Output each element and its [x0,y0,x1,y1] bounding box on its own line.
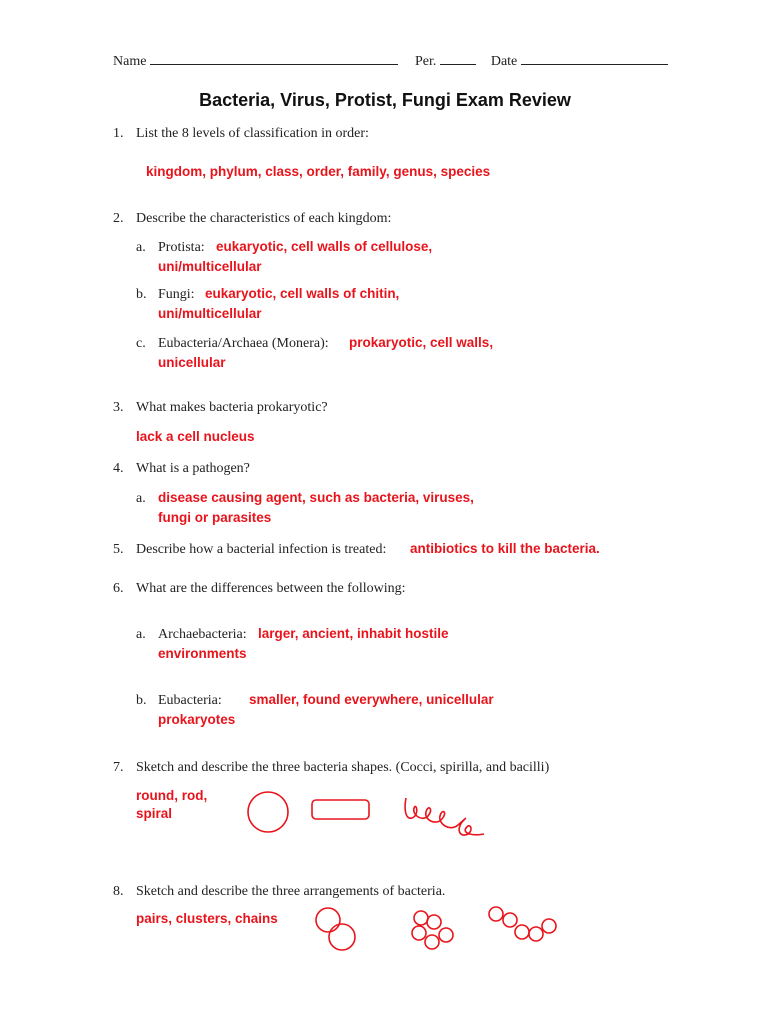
chains-sketch-cell-1 [489,907,503,921]
question-1-answer: kingdom, phylum, class, order, family, genus, species [146,164,491,179]
chains-sketch-cell-3 [515,925,529,939]
question-6a-answer-line2: environments [158,646,247,661]
question-1-text: List the 8 levels of classification in order: [136,126,369,141]
question-5-text: Describe how a bacterial infection is treated: [136,542,387,557]
question-4a-answer-line1: disease causing agent, such as bacteria, viruses, [158,490,474,505]
question-2-number: 2. [113,211,124,226]
question-2c-answer-line2: unicellular [158,355,226,370]
question-8-text: Sketch and describe the three arrangements of bacteria. [136,884,446,899]
spirilla-sketch [405,798,484,835]
question-6-number: 6. [113,581,124,596]
question-3-answer: lack a cell nucleus [136,429,255,444]
question-6b-letter: b. [136,693,147,708]
question-6b-answer-line1: smaller, found everywhere, unicellular [249,692,494,707]
name-label: Name [113,54,147,69]
question-6b-answer-line2: prokaryotes [158,712,236,727]
pairs-sketch-cell-2 [329,924,355,950]
question-6b-label: Eubacteria: [158,693,222,708]
question-2b-answer-line1: eukaryotic, cell walls of chitin, [205,286,400,301]
per-label: Per. [414,54,437,69]
chains-sketch-cell-2 [503,913,517,927]
question-3-number: 3. [113,400,124,415]
question-5-answer: antibiotics to kill the bacteria. [410,541,600,556]
question-2a-answer-line1: eukaryotic, cell walls of cellulose, [216,239,433,254]
question-2b-label: Fungi: [158,287,195,302]
clusters-sketch-cell-4 [439,928,453,942]
question-2a-answer-line2: uni/multicellular [158,259,262,274]
clusters-sketch-cell-1 [414,911,428,925]
bacilli-sketch [312,800,369,819]
question-2a-label: Protista: [158,240,205,255]
question-7-text: Sketch and describe the three bacteria shapes. (Cocci, spirilla, and bacilli) [136,760,550,775]
question-2c-letter: c. [136,336,146,351]
question-7-answer-line2: spiral [136,806,173,821]
question-6a-answer-line1: larger, ancient, inhabit hostile [258,626,449,641]
question-4-number: 4. [113,461,124,476]
question-2b-letter: b. [136,287,147,302]
cocci-sketch [248,792,288,832]
question-6a-letter: a. [136,627,146,642]
question-4-text: What is a pathogen? [136,461,250,476]
question-1-number: 1. [113,126,124,141]
question-5-number: 5. [113,542,124,557]
question-4a-letter: a. [136,491,146,506]
clusters-sketch-cell-5 [425,935,439,949]
date-label: Date [490,54,518,69]
question-8-number: 8. [113,884,124,899]
question-4a-answer-line2: fungi or parasites [158,510,272,525]
question-2b-answer-line2: uni/multicellular [158,306,262,321]
question-8-answer: pairs, clusters, chains [136,911,278,926]
clusters-sketch-cell-2 [427,915,441,929]
chains-sketch-cell-5 [542,919,556,933]
chains-sketch-cell-4 [529,927,543,941]
question-6a-label: Archaebacteria: [158,627,247,642]
question-7-answer-line1: round, rod, [136,788,208,803]
question-2c-label: Eubacteria/Archaea (Monera): [158,336,329,351]
question-2-text: Describe the characteristics of each kingdom: [136,211,392,226]
question-7-number: 7. [113,760,124,775]
question-2a-letter: a. [136,240,146,255]
page-title: Bacteria, Virus, Protist, Fungi Exam Review [199,90,571,110]
clusters-sketch-cell-3 [412,926,426,940]
pairs-sketch-cell-1 [316,908,340,932]
question-3-text: What makes bacteria prokaryotic? [136,400,328,415]
question-6-text: What are the differences between the following: [136,581,406,596]
question-2c-answer-line1: prokaryotic, cell walls, [349,335,494,350]
